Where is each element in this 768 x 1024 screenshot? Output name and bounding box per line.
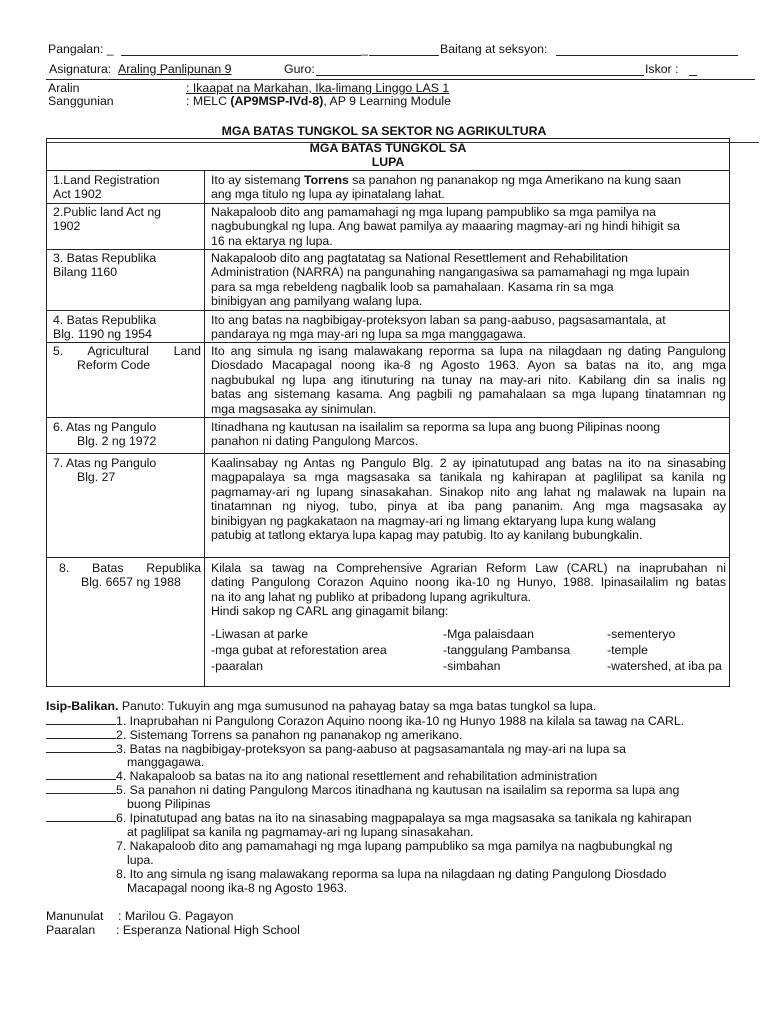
- row-divider-5: [47, 417, 729, 418]
- desc-1-line2: ang mga titulo ng lupa ay ipinatalang lahat.: [211, 187, 445, 202]
- row-divider-2: [47, 249, 729, 250]
- desc-7-line5: binibigyan ng pagkakataon na magmay-ari ng limang ektaryang lupa kung walang: [211, 513, 657, 528]
- desc-7-line3: pagmamay-ari ng lupang sinasakahan. Sinakop nito ang lahat ng malawak na lupain na: [211, 484, 726, 499]
- laws-table: [46, 138, 730, 687]
- question-5: [46, 783, 679, 797]
- law-7-line1: 7. Atas ng Pangulo: [53, 456, 157, 470]
- question-4: [46, 769, 597, 783]
- desc-6-line2: panahon ni dating Pangulong Marcos.: [211, 434, 419, 449]
- desc-5-line1: Ito ang simula ng isang malawakang reporma sa lupa na nilagdaan ng dating Pangulong: [211, 344, 726, 358]
- exemption-item: -simbahan: [443, 659, 501, 673]
- aralin-label: Aralin: [48, 81, 80, 95]
- answer-blank[interactable]: [46, 769, 116, 780]
- desc-5-line5: mga magsasaka ay sinimulan.: [211, 401, 377, 416]
- table-header-divider: [47, 170, 729, 171]
- paaralan-label: Paaralan: [46, 923, 96, 937]
- desc-8-line1: Kilala sa tawag na Comprehensive Agrarian Reform Law (CARL) na inaprubahan ni: [211, 561, 726, 575]
- law-4-line1: 4. Batas Republika: [53, 313, 157, 327]
- law-1-line2: Act 1902: [53, 187, 102, 202]
- law-3-line2: Bilang 1160: [53, 265, 118, 280]
- law-8-line2: Blg. 6657 ng 1988: [81, 575, 181, 590]
- law-6: [53, 420, 201, 449]
- question-text: 1. Inaprubahan ni Pangulong Corazon Aquino noong ika-10 ng Hunyo 1988 na kilala sa tawag na CARL.: [116, 714, 685, 728]
- law-6-line2: Blg. 2 ng 1972: [77, 434, 157, 449]
- pangalan-field-extension[interactable]: [369, 55, 439, 56]
- aralin-value: [186, 81, 449, 95]
- exemption-item: -tanggulang Pambansa: [443, 643, 571, 657]
- desc-6: [211, 420, 726, 449]
- desc-4: [211, 313, 726, 342]
- main-title: MGA BATAS TUNGKOL SA SEKTOR NG AGRIKULTURA: [221, 124, 547, 138]
- table-title-strike: [47, 142, 759, 143]
- desc-7-line4: tinatamnan ng niyog, tubo, pinya at iba pang pananim. Ang mga magsasaka ay: [211, 499, 726, 514]
- answer-blank[interactable]: [46, 714, 116, 725]
- desc-3-line2: Administration (NARRA) na pangunahing nangangasiwa sa pamamahagi ng mga lupain: [211, 265, 690, 280]
- law-2-line2: 1902: [53, 219, 81, 234]
- law-7-line2: Blg. 27: [77, 470, 116, 485]
- table-title-line1: MGA BATAS TUNGKOL SA: [309, 141, 467, 155]
- exercise-heading: [46, 699, 596, 713]
- desc-2-line2: nagbubungkal ng lupa. Ang bawat pamilya ay maaaring magmay-ari ng hindi hihigit sa: [211, 219, 680, 234]
- desc-4-line1: Ito ang batas na nagbibigay-proteksyon laban sa pang-aabuso, pagsasamantala, at: [211, 313, 666, 327]
- question-7: [46, 839, 672, 853]
- table-title: [47, 141, 729, 169]
- manunulat-value: : Marilou G. Pagayon: [118, 909, 234, 923]
- guro-field[interactable]: [316, 75, 644, 76]
- desc-5-line4: batas ang sistemang kasama. Ang pagbili ng pamahalaan sa mga lupang tinatamnan ng: [211, 387, 726, 402]
- question-1: [46, 714, 684, 728]
- question-5-cont: buong Pilipinas: [127, 797, 211, 811]
- exemption-item: -temple: [607, 643, 649, 657]
- question-8-cont: Macapagal noong ika-8 ng Agosto 1963.: [127, 881, 348, 895]
- law-5: [53, 344, 201, 373]
- exemption-item: -watershed, at iba pa: [607, 659, 722, 673]
- question-8: [46, 867, 666, 881]
- table-title-line2: LUPA: [371, 155, 405, 169]
- question-text: 6. Ipinatutupad ang batas na ito na sinasabing magpapalaya sa mga magsasaka sa tanikala ng kahirapan: [116, 811, 692, 825]
- desc-3: [211, 251, 726, 309]
- law-8-line1: 8. Batas Republika: [59, 561, 201, 575]
- paaralan-value: : Esperanza National High School: [116, 923, 300, 937]
- row-divider-3: [47, 310, 729, 311]
- aralin-value-text: : Ikaapat na Markahan, Ika-limang Linggo LAS 1: [186, 81, 450, 95]
- exemption-item: -Mga palaisdaan: [443, 627, 534, 641]
- law-4-line2: Blg. 1190 ng 1954: [53, 327, 152, 342]
- pangalan-separator: _: [361, 42, 368, 56]
- sanggunian-value: [186, 94, 451, 108]
- manunulat-label: Manunulat: [46, 909, 104, 923]
- question-text: 2. Sistemang Torrens sa panahon ng pananakop ng amerikano.: [116, 728, 463, 742]
- law-4: [53, 313, 201, 342]
- header-rule: [46, 79, 755, 80]
- law-3-line1: 3. Batas Republika: [53, 251, 157, 265]
- question-text: 3. Batas na nagbibigay-proteksyon sa pang-aabuso at pagsasamantala ng may-ari na lupa sa: [116, 742, 626, 756]
- desc-8-line2: dating Pangulong Corazon Aquino noong ika-10 ng Hunyo, 1988. Ipinasailalim ng batas: [211, 575, 726, 590]
- iskor-field[interactable]: [689, 75, 697, 76]
- baitang-field[interactable]: [556, 55, 738, 56]
- answer-blank[interactable]: [46, 742, 116, 753]
- law-7: [53, 456, 201, 485]
- row-divider-4: [47, 342, 729, 343]
- question-text: 7. Nakapaloob dito ang pamamahagi ng mga lupang pampubliko sa mga pamilya na nagbubungkal ng: [116, 839, 673, 853]
- sanggunian-label: Sanggunian: [48, 94, 114, 108]
- desc-1-line1: [211, 173, 726, 187]
- sanggunian-prefix: : MELC: [186, 94, 231, 108]
- desc-1-pre: Ito ay sistemang: [211, 173, 304, 187]
- exemption-item: -mga gubat at reforestation area: [211, 643, 387, 657]
- law-3: [53, 251, 201, 280]
- desc-1-bold: Torrens: [303, 173, 349, 187]
- question-text: 5. Sa panahon ni dating Pangulong Marcos itinadhana ng kautusan na isailalim sa reporma sa lupa ang: [116, 783, 680, 797]
- asignatura-label: Asignatura:: [49, 62, 112, 76]
- sanggunian-suffix: , AP 9 Learning Module: [323, 94, 451, 108]
- desc-3-line3: para sa mga rebeldeng nagbalik loob sa pamahalaan. Kasama rin sa mga: [211, 279, 614, 294]
- law-1-line1: 1.Land Registration: [53, 173, 160, 187]
- question-3-cont: manggagawa.: [127, 755, 205, 769]
- exemption-item: -paaralan: [211, 659, 263, 673]
- law-2-line1: 2.Public land Act ng: [53, 205, 162, 219]
- answer-blank[interactable]: [46, 811, 116, 822]
- pangalan-label: Pangalan: _: [48, 42, 114, 56]
- desc-8-line3: na ito ang lahat ng publiko at pribadong lupang agrikultura.: [211, 589, 531, 604]
- desc-7-line2: magpapalaya sa mga magsasaka sa tanikala ng kahirapan at paglilipat sa kanila ng: [211, 470, 726, 485]
- exercise-title: Isip-Balikan.: [46, 699, 119, 713]
- guro-label: Guro:: [284, 62, 315, 76]
- desc-7: [211, 456, 726, 542]
- law-1: [53, 173, 201, 202]
- pangalan-field[interactable]: [121, 55, 361, 56]
- desc-3-line1: Nakapaloob dito ang pagtatatag sa National Resettlement and Rehabilitation: [211, 251, 629, 265]
- desc-8: [211, 561, 726, 619]
- desc-2-line3: 16 na ektarya ng lupa.: [211, 233, 333, 248]
- desc-4-line2: pandaraya ng mga may-ari ng lupa sa mga manggagawa.: [211, 327, 527, 342]
- row-divider-1: [47, 203, 729, 204]
- desc-7-line1: Kaalinsabay ng Antas ng Pangulo Blg. 2 ay ipinatutupad ang batas na ito na sinasabing: [211, 456, 726, 470]
- law-8: [53, 561, 201, 590]
- exemption-item: -sementeryo: [607, 627, 676, 641]
- desc-3-line4: binibigyan ang pamilyang walang lupa.: [211, 294, 423, 309]
- desc-5: [211, 344, 726, 416]
- row-divider-6: [47, 453, 729, 454]
- law-6-line1: 6. Atas ng Pangulo: [53, 420, 157, 434]
- desc-2: [211, 205, 726, 248]
- exercise-instructions: Panuto: Tukuyin ang mga sumusunod na pahayag batay sa mga batas tungkol sa lupa.: [118, 699, 597, 713]
- row-divider-7: [47, 557, 729, 558]
- desc-2-line1: Nakapaloob dito ang pamamahagi ng mga lupang pampubliko sa mga pamilya na: [211, 205, 657, 219]
- question-text: 4. Nakapaloob sa batas na ito ang national resettlement and rehabilitation administration: [116, 769, 598, 783]
- question-6: [46, 811, 692, 825]
- desc-7-line6: patubig at tatlong ektarya lupa kapag may patubig. Ito ay kanilang bubungkalin.: [211, 528, 643, 543]
- desc-1: [211, 173, 726, 202]
- baitang-label: Baitang at seksyon:: [440, 42, 548, 56]
- answer-blank[interactable]: [46, 783, 116, 794]
- law-5-line1: 5. Agricultural Land: [53, 344, 201, 358]
- exemption-item: -Liwasan at parke: [211, 627, 309, 641]
- desc-5-line3: nagbubukal ng lupa ang itinuturing na tunay na may-ari nito. Kabilang din sa inalis ng: [211, 372, 726, 387]
- desc-6-line1: Itinadhana ng kautusan na isailalim sa reporma sa lupa ang buong Pilipinas noong: [211, 420, 661, 434]
- desc-5-line2: Diosdado Macapagal noong ika-8 ng Agosto 1963. Ayon sa batas na ito, ang mga: [211, 358, 726, 373]
- desc-1-post: sa panahon ng pananakop ng mga Amerikano na kung saan: [348, 173, 682, 187]
- question-text: 8. Ito ang simula ng isang malawakang reporma sa lupa na nilagdaan ng dating Pangulong Diosdado: [116, 867, 667, 881]
- question-7-cont: lupa.: [127, 853, 154, 867]
- asignatura-value: Araling Panlipunan 9: [118, 62, 232, 76]
- desc-8-line4: Hindi sakop ng CARL ang ginagamit bilang:: [211, 604, 449, 619]
- law-5-line2: Reform Code: [77, 358, 151, 373]
- iskor-label: Iskor :: [645, 62, 679, 76]
- question-6-cont: at paglilipat sa kanila ng pagmamay-ari ng lupang sinasakahan.: [127, 825, 474, 839]
- answer-blank[interactable]: [46, 728, 116, 739]
- sanggunian-code: (AP9MSP-IVd-8): [230, 94, 324, 108]
- law-2: [53, 205, 201, 234]
- question-2: [46, 728, 462, 742]
